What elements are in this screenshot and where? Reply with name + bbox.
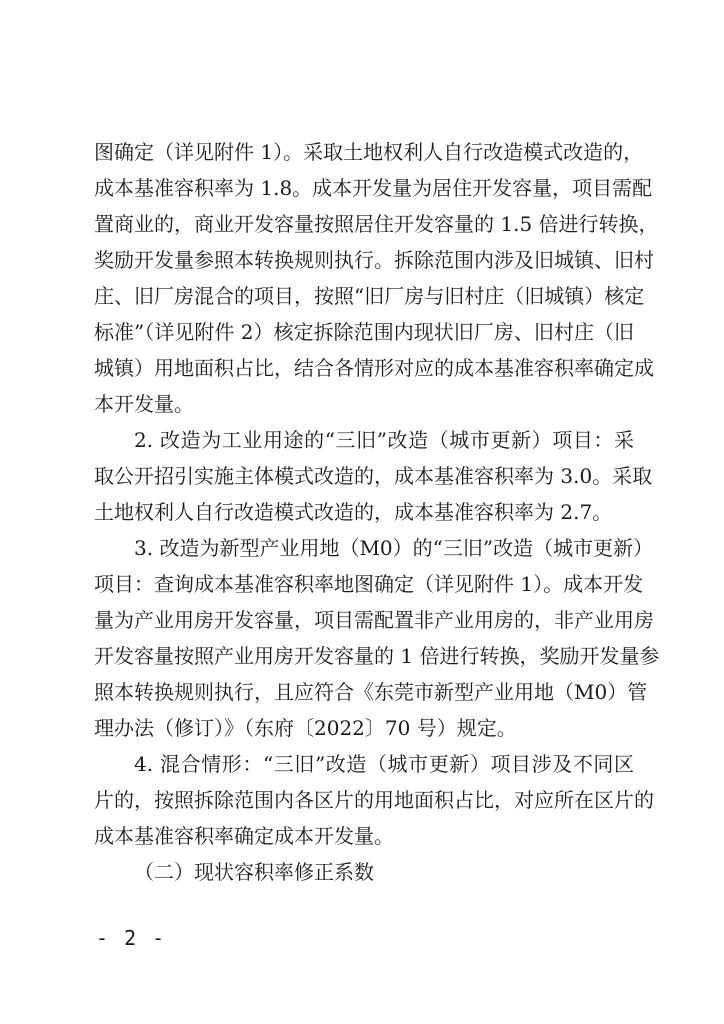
item-3-line-2: 项目：查询成本基准容积率地图确定（详见附件 1）。成本开发 xyxy=(94,572,644,596)
item-2-line-2: 取公开招引实施主体模式改造的，成本基准容积率为 3.0。采取 xyxy=(94,464,653,488)
item-2-line-3: 土地权利人自行改造模式改造的，成本基准容积率为 2.7。 xyxy=(94,500,613,524)
item-3-line-1: 3. 改造为新型产业用地（M0）的“三旧”改造（城市更新） xyxy=(134,536,654,560)
section-heading: （二）现状容积率修正系数 xyxy=(134,860,374,884)
item-4-line-2: 片的，按照拆除范围内各区片的用地面积占比，对应所在区片的 xyxy=(94,788,654,812)
body-line-5: 庄、旧厂房混合的项目，按照“旧厂房与旧村庄（旧城镇）核定 xyxy=(94,284,645,308)
page-number: - 2 - xyxy=(96,926,167,950)
item-4-line-3: 成本基准容积率确定成本开发量。 xyxy=(94,824,394,848)
body-line-2: 成本基准容积率为 1.8。成本开发量为居住开发容量，项目需配 xyxy=(94,176,653,200)
body-line-7: 城镇）用地面积占比，结合各情形对应的成本基准容积率确定成 xyxy=(94,356,654,380)
item-3-line-6: 理办法（修订）》（东府〔2022〕70 号）规定。 xyxy=(94,716,517,740)
item-3-line-3: 量为产业用房开发容量，项目需配置非产业用房的，非产业用房 xyxy=(94,608,654,632)
body-line-1: 图确定（详见附件 1）。采取土地权利人自行改造模式改造的， xyxy=(94,140,644,164)
body-line-4: 奖励开发量参照本转换规则执行。拆除范围内涉及旧城镇、旧村 xyxy=(94,248,654,272)
body-line-3: 置商业的，商业开发容量按照居住开发容量的 1.5 倍进行转换， xyxy=(94,212,659,236)
item-2-line-1: 2. 改造为工业用途的“三旧”改造（城市更新）项目：采 xyxy=(134,428,634,452)
body-line-8: 本开发量。 xyxy=(94,392,194,416)
item-3-line-5: 照本转换规则执行，且应符合《东莞市新型产业用地（M0）管 xyxy=(94,680,648,704)
item-3-line-4: 开发容量按照产业用房开发容量的 1 倍进行转换，奖励开发量参 xyxy=(94,644,660,668)
body-line-6: 标准”（详见附件 2）核定拆除范围内现状旧厂房、旧村庄（旧 xyxy=(94,320,634,344)
item-4-line-1: 4. 混合情形：“三旧”改造（城市更新）项目涉及不同区 xyxy=(134,752,634,776)
